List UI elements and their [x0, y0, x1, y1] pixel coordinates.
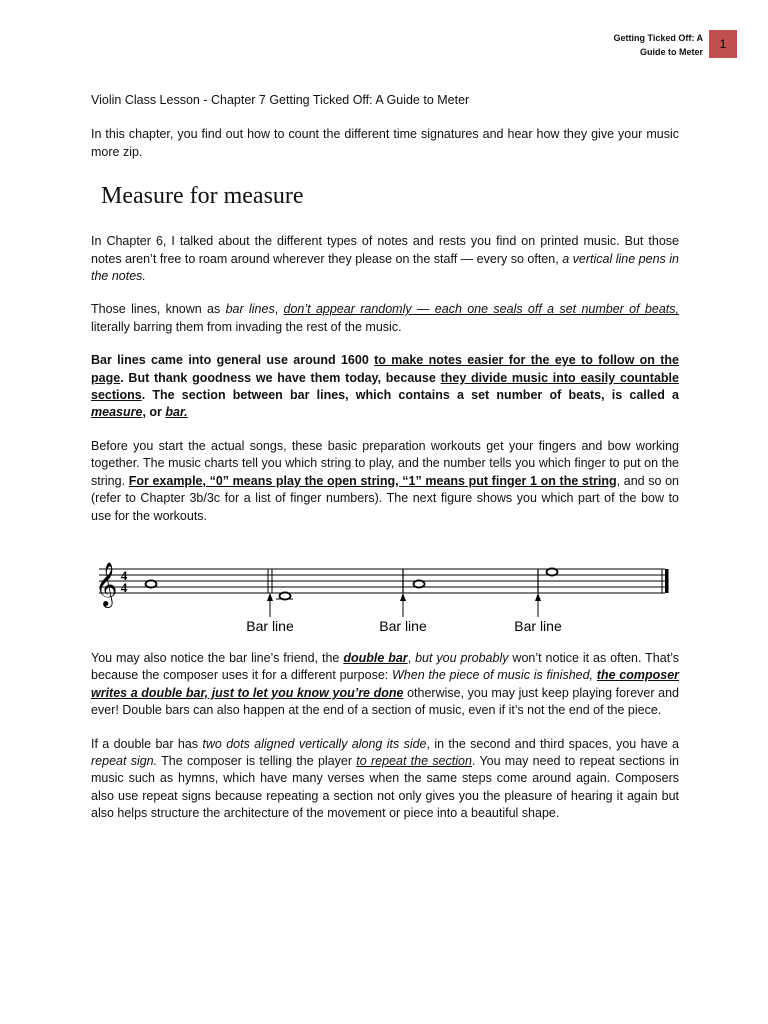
p5-underlined: the composer writes a double bar, just to let you know you’re done	[91, 668, 680, 700]
paragraph-4	[91, 438, 679, 525]
p3-text-g: , or	[142, 405, 166, 420]
p6-underlined: to repeat the section	[356, 753, 472, 768]
paragraph-5	[91, 650, 679, 720]
document-title: Violin Class Lesson - Chapter 7 Getting Ticked Off: A Guide to Meter	[91, 93, 470, 107]
final-bar-thick	[665, 569, 669, 593]
running-header-line1: Getting Ticked Off: A	[613, 33, 703, 43]
p4-underlined: For example, “0” means play the open string, “1” means put finger 1 on the string	[128, 473, 617, 488]
bar-line-label-3: Bar line	[514, 617, 562, 632]
p5-italic-1: but you probably	[415, 650, 509, 665]
p6-italic-1: two dots aligned vertically along its side	[202, 736, 427, 751]
p5-comma: ,	[407, 650, 416, 665]
bar-line-label-2: Bar line	[379, 617, 427, 632]
bar-line-label-1: Bar line	[246, 617, 294, 632]
staff-lines	[99, 569, 665, 593]
running-header-line2: Guide to Meter	[639, 47, 703, 57]
p6-text-e: The composer is telling the player	[157, 753, 357, 768]
intro-paragraph: In this chapter, you find out how to count the different time signatures and hear how they give your music more zip.	[91, 127, 679, 159]
paragraph-2	[91, 301, 679, 336]
p6-italic-term: repeat sign.	[91, 753, 158, 768]
paragraph-3	[91, 352, 679, 422]
p5-text-a: You may also notice the bar line’s friend, the	[91, 650, 344, 665]
p2-comma: ,	[274, 302, 284, 317]
bar-line-figure	[91, 537, 679, 632]
time-signature-bottom: 4	[120, 579, 128, 595]
p3-underlined-1: to make notes easier for the eye to follow on the page	[91, 353, 679, 385]
p4-text-c: , and so on (refer to Chapter 3b/3c for a list of finger numbers). The next figure shows you which part of the bow to use for the workouts.	[91, 473, 679, 523]
paragraph-6	[91, 736, 679, 823]
p3-text-a: Bar lines came into general use around 1600	[91, 353, 375, 368]
arrow-2	[400, 593, 406, 617]
p2-underlined: don’t appear randomly — each one seals off a set number of beats,	[283, 302, 679, 317]
p4-text-a: Before you start the actual songs, these basic preparation workouts get your fingers and bow working together. The music charts tell you which string to play, and the number tells you which finger to put on the string.	[91, 438, 679, 488]
p5-italic-2: When the piece of music is finished,	[392, 668, 597, 683]
p1-text: In Chapter 6, I talked about the different types of notes and rests you find on printed music. But those notes aren’t free to roam around wherever they please on the staff — every so often,	[91, 234, 679, 266]
p5-text-e: won’t notice it as often. That’s because the composer uses it for a different purpose:	[91, 650, 679, 683]
document-body	[91, 92, 679, 823]
p6-text-c: , in the second and third spaces, you have a	[426, 736, 679, 751]
p3-term-bar: bar.	[165, 405, 188, 420]
p5-term-double-bar: double bar	[343, 650, 408, 665]
page-number-badge: 1	[709, 30, 737, 58]
p2-italic-term: bar lines	[225, 302, 275, 317]
section-heading: Measure for measure	[101, 183, 304, 210]
paragraph-1	[91, 233, 679, 285]
p2-text-e: literally barring them from invading the rest of the music.	[91, 319, 402, 334]
p1-italic: a vertical line pens in the notes.	[91, 251, 679, 284]
arrow-3	[535, 593, 541, 617]
arrow-1	[267, 593, 273, 617]
p2-text-a: Those lines, known as	[91, 302, 226, 317]
p3-text-c: . But thank goodness we have them today, because	[120, 370, 441, 385]
p3-text-e: . The section between bar lines, which contains a set number of beats, is called a	[141, 388, 679, 403]
time-signature-top: 4	[120, 567, 128, 583]
p3-underlined-2: they divide music into easily countable sections	[91, 370, 679, 403]
treble-clef-icon: 𝄞	[95, 561, 118, 606]
p5-text-h: otherwise, you may just keep playing forever and ever! Double bars can also happen at the end of a section of music, even if it’s not the end of the piece.	[91, 685, 679, 718]
page-header	[593, 30, 737, 59]
p6-text-g: . You may need to repeat sections in music such as hymns, which have many verses when the same steps come around again. Composers also use repeat signs because repeating a section not only gives you the pleasure of hearing it again but also helps structure the architecture of the movement or piece into a beautiful shape.	[91, 753, 679, 821]
p6-text-a: If a double bar has	[91, 736, 203, 751]
p3-term-measure: measure	[91, 405, 143, 420]
running-header-title	[593, 31, 709, 59]
music-staff-figure	[91, 537, 671, 632]
